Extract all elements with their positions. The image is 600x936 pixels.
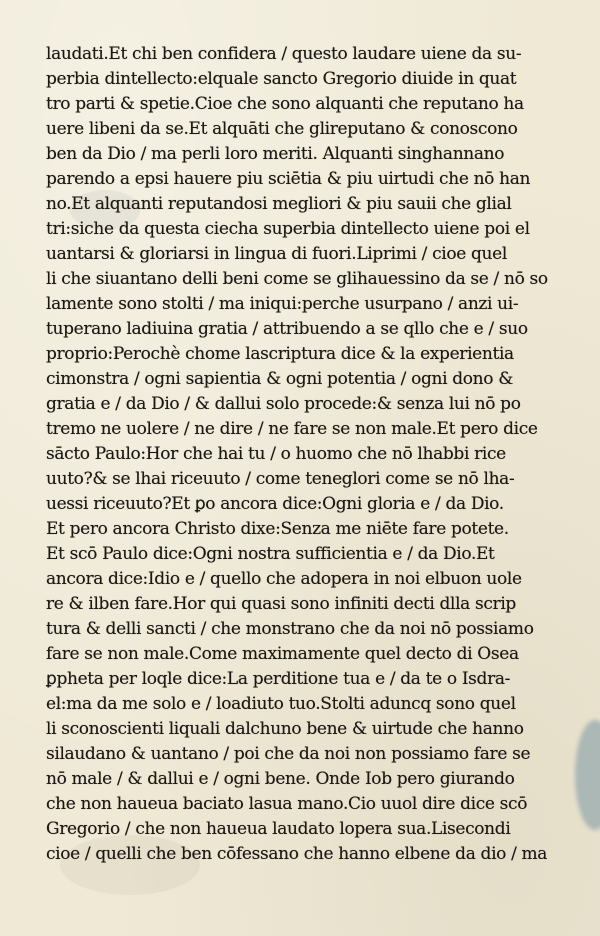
text-line: tuperano ladiuina gratia / attribuendo a se qllo che e / suo	[46, 319, 528, 339]
text-line: tro parti & spetie.Cioe che sono alquanti che reputano ha	[46, 94, 524, 114]
text-line: re & ilben fare.Hor qui quasi sono infiniti decti dlla scrip	[46, 594, 516, 614]
text-line: tura & delli sancti / che monstrano che da noi nō possiamo	[46, 619, 534, 639]
paper-stain	[575, 720, 600, 830]
text-line: ꝑpheta per loqle dice:La perditione tua e / da te o Isdra-	[46, 669, 511, 689]
text-line: parendo a epsi hauere piu sciētia & piu uirtudi che nō han	[46, 169, 531, 189]
text-line: Gregorio / che non haueua laudato lopera sua.Lisecondi	[46, 819, 511, 839]
text-line: uere libeni da se.Et alquāti che glireputano & conoscono	[46, 119, 518, 139]
text-line: ancora dice:Idio e / quello che adopera in noi elbuon uole	[46, 569, 522, 589]
text-line: uantarsi & gloriarsi in lingua di fuori.Liprimi / cioe quel	[46, 244, 507, 264]
text-line: cimonstra / ogni sapientia & ogni potentia / ogni dono &	[46, 369, 514, 389]
text-block	[46, 42, 566, 867]
text-line: Et scō Paulo dice:Ogni nostra sufficientia e / da Dio.Et	[46, 544, 495, 564]
text-line: tremo ne uolere / ne dire / ne fare se non male.Et pero dice	[46, 419, 538, 439]
text-line: uuto?& se lhai riceuuto / come teneglori come se nō lha-	[46, 469, 515, 489]
text-line: che non haueua baciato lasua mano.Cio uuol dire dice scō	[46, 794, 528, 814]
text-line: gratia e / da Dio / & dallui solo procede:& senza lui nō po	[46, 394, 521, 414]
text-line: perbia dintellecto:elquale sancto Gregorio diuide in quat	[46, 69, 517, 89]
text-line: proprio:Perochè chome lascriptura dice & la experientia	[46, 344, 514, 364]
text-line: sācto Paulo:Hor che hai tu / o huomo che nō lhabbi rice	[46, 444, 506, 464]
text-line: lamente sono stolti / ma iniqui:perche usurpano / anzi ui-	[46, 294, 519, 314]
text-line: tri:siche da questa ciecha superbia dintellecto uiene poi el	[46, 219, 530, 239]
text-line: ben da Dio / ma perli loro meriti. Alquanti singhannano	[46, 144, 505, 164]
text-line: fare se non male.Come maximamente quel decto di Osea	[46, 644, 519, 664]
text-line: cioe / quelli che ben cōfessano che hanno elbene da dio / ma	[46, 844, 548, 864]
text-line: uessi riceuuto?Et ꝑo ancora dice:Ogni gloria e / da Dio.	[46, 494, 504, 514]
text-line: silaudano & uantano / poi che da noi non possiamo fare se	[46, 744, 531, 764]
text-line: no.Et alquanti reputandosi megliori & piu sauii che glial	[46, 194, 512, 214]
text-line: el:ma da me solo e / loadiuto tuo.Stolti aduncq sono quel	[46, 694, 516, 714]
text-line: Et pero ancora Christo dixe:Senza me niēte fare potete.	[46, 519, 509, 539]
text-line: li che siuantano delli beni come se glihauessino da se / nō so	[46, 269, 548, 289]
text-line: nō male / & dallui e / ogni bene. Onde Iob pero giurando	[46, 769, 515, 789]
text-line: li sconoscienti liquali dalchuno bene & uirtude che hanno	[46, 719, 524, 739]
text-line: laudati.Et chi ben confidera / questo laudare uiene da su-	[46, 44, 522, 64]
